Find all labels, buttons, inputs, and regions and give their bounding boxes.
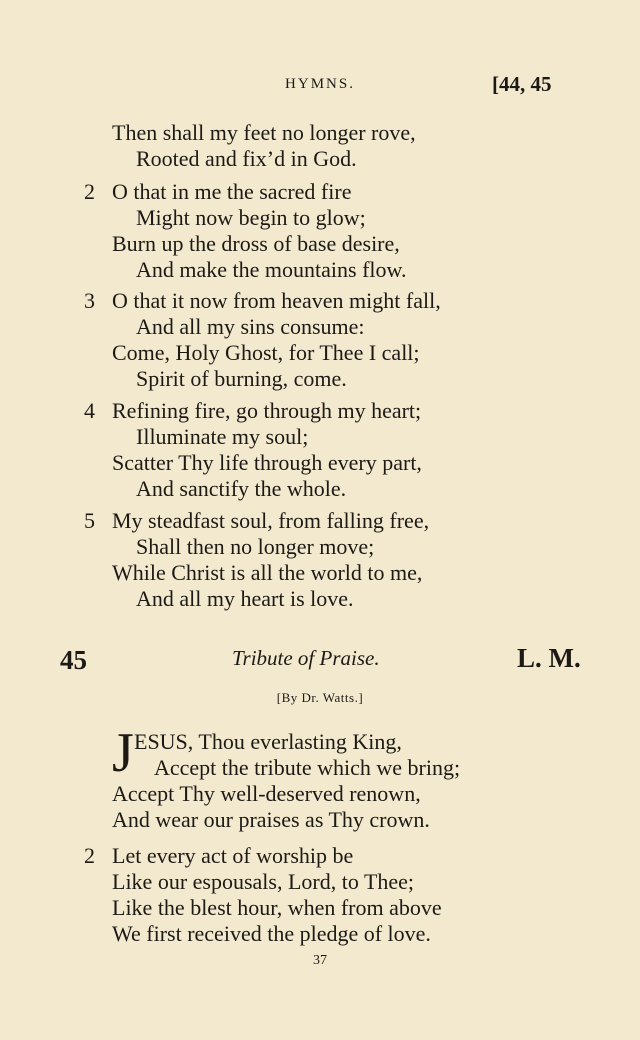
hymn-author: [By Dr. Watts.] xyxy=(276,690,364,705)
verse-line: Accept Thy well-deserved renown, xyxy=(112,781,421,806)
verse-number: 5 xyxy=(84,508,95,533)
hymn-range: [44, 45 xyxy=(492,72,552,96)
verse-line: My steadfast soul, from falling free, xyxy=(112,508,430,533)
verse-line: And all my sins consume: xyxy=(136,314,365,339)
drop-cap: J xyxy=(112,722,134,784)
verse-line: We first received the pledge of love. xyxy=(112,921,431,946)
verse-line: Accept the tribute which we bring; xyxy=(154,755,461,780)
verse-line: Come, Holy Ghost, for Thee I call; xyxy=(112,340,420,365)
verse-line: O that in me the sacred fire xyxy=(112,179,352,204)
verse-line: Let every act of worship be xyxy=(112,843,354,868)
verse-line: And make the mountains flow. xyxy=(136,257,407,282)
verse-number: 3 xyxy=(84,288,95,313)
page-number: 37 xyxy=(313,953,327,968)
verse-line: Like our espousals, Lord, to Thee; xyxy=(112,869,415,894)
verse-line: And wear our praises as Thy crown. xyxy=(112,807,430,832)
verse-line: Illuminate my soul; xyxy=(136,424,309,449)
verse-line: While Christ is all the world to me, xyxy=(112,560,423,585)
verse-line: Like the blest hour, when from above xyxy=(112,895,442,920)
verse-line: Might now begin to glow; xyxy=(136,205,366,230)
verse-number: 2 xyxy=(84,843,95,868)
running-header: HYMNS. xyxy=(285,76,355,92)
verse-line: Rooted and fix’d in God. xyxy=(136,146,357,171)
verse-number: 4 xyxy=(84,398,95,423)
verse-line: Scatter Thy life through every part, xyxy=(112,450,422,475)
verse-line: Shall then no longer move; xyxy=(136,534,375,559)
hymn-title: Tribute of Praise. xyxy=(232,646,380,670)
verse-number: 2 xyxy=(84,179,95,204)
verse-line: And all my heart is love. xyxy=(136,586,354,611)
hymn-number: 45 xyxy=(60,645,87,675)
verse-line: Then shall my feet no longer rove, xyxy=(112,120,416,145)
verse-line: ESUS, Thou everlasting King, xyxy=(134,729,402,754)
verse-line: Burn up the dross of base desire, xyxy=(112,231,400,256)
hymn-meter: L. M. xyxy=(517,643,581,673)
verse-line: And sanctify the whole. xyxy=(136,476,347,501)
verse-line: Spirit of burning, come. xyxy=(136,366,347,391)
verse-line: O that it now from heaven might fall, xyxy=(112,288,441,313)
verse-line: Refining fire, go through my heart; xyxy=(112,398,422,423)
